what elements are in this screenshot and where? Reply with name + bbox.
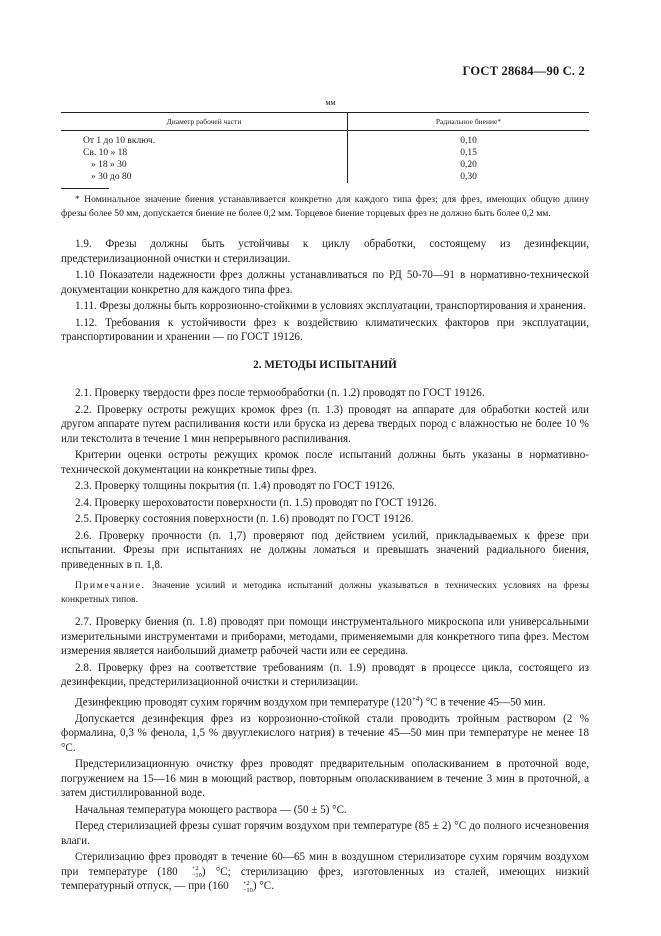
runout-cell: 0,30 bbox=[460, 172, 477, 182]
table-row bbox=[61, 147, 589, 159]
table-row bbox=[61, 131, 589, 148]
note bbox=[61, 579, 589, 607]
table-header-row bbox=[61, 113, 589, 131]
diameter-cell: » 18 » 30 bbox=[61, 159, 348, 171]
paragraph-1-11: 1.11. Фрезы должны быть коррозионно-стойкими в условиях эксплуатации, транспортирования и хранения. bbox=[75, 300, 586, 312]
paragraph-2-4: 2.4. Проверку шероховатости поверхности (п. 1.5) проводят по ГОСТ 19126. bbox=[75, 496, 437, 509]
paragraph-2-3: 2.3. Проверку толщины покрытия (п. 1.4) проводят по ГОСТ 19126. bbox=[75, 480, 395, 492]
paragraph-2-7: 2.7. Проверку биения (п. 1.8) проводят при помощи инструментального микроскопа или универсальными измерительными инструментами и приборами, методами, применяемыми для конкретного типа фрез. Местом измерения является наибольший диаметр рабочей части или ее середина. bbox=[61, 616, 589, 657]
tolerance-superscript: +4 bbox=[411, 694, 420, 703]
runout-cell: 0,10 bbox=[460, 136, 477, 146]
table-unit: мм bbox=[325, 98, 336, 107]
note-label: Примечание. bbox=[75, 580, 146, 591]
paragraph-2-8: 2.8. Проверку фрез на соответствие требованиям (п. 1.9) проводят в процессе цикла, состоящего из дезинфекции, предстерилизационной очистки и стерилизации. bbox=[61, 661, 589, 688]
paragraph-criteria: Критерии оценки остроты режущих кромок после испытаний должны быть указаны в нормативно-технической документации на конкретные типы фрез. bbox=[61, 449, 589, 476]
paragraph-precleaning: Предстерилизационную очистку фрез проводят предварительным ополаскиванием в проточной воде, погружением на 15—16 мин в моющий раствор, повторным ополаскиванием в течение 3 мин в проточной, а затем дистиллированной воде. bbox=[61, 758, 589, 800]
paragraph-sterilization: Стерилизацию фрез проводят в течение 60—65 мин в воздушном стерилизаторе сухим горячим воздухом при температуре (180 +2 −10 ) °С; стерилизацию фрез, изготовленных из сталей, имеющих низкий температурный отпуск, — при (160 +2 −10 ) °С. bbox=[61, 851, 589, 894]
diameter-cell: От 1 до 10 включ. bbox=[61, 131, 348, 148]
column-header-diameter: Диаметр рабочей части bbox=[61, 113, 348, 131]
table-row bbox=[61, 159, 589, 171]
paragraph-2-6: 2.6. Проверку прочности (п. 1,7) проверяют под действием усилий, прикладываемых к фрезе при испытании. Фрезы при испытаниях не должны ломаться и превышать значений радиального биения, приведенных в п. 1,8. bbox=[61, 529, 589, 571]
note-text: Значение усилий и методика испытаний должны указываться в технических условиях на фрезы конкретных типов. bbox=[61, 580, 589, 605]
footnote: * Номинальное значение биения устанавливается конкретно для каждого типа фрез; для фрез, имеющих общую длину фрезы более 50 мм, допускается биение не более 0,2 мм. Торцевое биение торцевых фрез не должно быть более 0,2 мм. bbox=[61, 194, 589, 219]
document-body bbox=[61, 237, 589, 896]
runout-cell: 0,20 bbox=[460, 160, 477, 170]
paragraph-solution: Допускается дезинфекция фрез из коррозионно-стойкой стали проводить тройным раствором (2 % формалина, 0,3 % фенола, 1,5 % двууглекислого натрия) в течение 45—50 мин при температуре не менее 18 °С. bbox=[61, 712, 589, 754]
paragraph-wash-temp: Начальная температура моющего раствора — (50 ± 5) °С. bbox=[75, 803, 347, 816]
diameter-cell: Св. 10 » 18 bbox=[61, 147, 348, 159]
paragraph-1-9: 1.9. Фрезы должны быть устойчивы к циклу обработки, состоящему из дезинфекции, предстерилизационной очистки и стерилизации. bbox=[61, 238, 589, 265]
page-header: ГОСТ 28684—90 С. 2 bbox=[462, 64, 585, 78]
footnote-divider bbox=[61, 188, 109, 189]
paragraph-1-10: 1.10 Показатели надежности фрез должны устанавливаться по РД 50-70—91 в нормативно-технической документации конкретно для каждого типа фрез. bbox=[61, 269, 589, 296]
column-header-runout: Радиальное биение* bbox=[348, 113, 590, 131]
section-title: 2. МЕТОДЫ ИСПЫТАНИЙ bbox=[253, 358, 397, 371]
paragraph-disinfection: Дезинфекцию проводят сухим горячим воздухом при температуре $(120^{+4})$ °С в течение 45—50 мин. bbox=[75, 694, 546, 709]
tolerance-stack-2: +2 −10 bbox=[242, 879, 253, 894]
paragraph-2-1: 2.1. Проверку твердости фрез после термообработки (п. 1.2) проводят по ГОСТ 19126. bbox=[75, 387, 485, 399]
tolerance-stack-1: +2 −10 bbox=[191, 865, 202, 880]
runout-table bbox=[61, 112, 589, 183]
paragraph-2-2: 2.2. Проверку остроты режущих кромок фрез (п. 1.3) проводят на аппарате для обработки костей или другом аппарате путем распиливания кости или бруска из дерева твердых пород с влажностью не более 10 % или текстолита в течение 1 мин непрерывного распиливания. bbox=[61, 403, 589, 445]
paragraph-drying: Перед стерилизацией фрезы сушат горячим воздухом при температуре (85 ± 2) °С до полного исчезновения влаги. bbox=[61, 820, 589, 847]
table-row bbox=[61, 171, 589, 183]
paragraph-1-12: 1.12. Требования к устойчивости фрез к воздействию климатических факторов при эксплуатации, транспортировании и хранении — по ГОСТ 19126. bbox=[61, 316, 589, 343]
runout-cell: 0,15 bbox=[460, 148, 477, 158]
paragraph-2-5: 2.5. Проверку состояния поверхности (п. 1.6) проводят по ГОСТ 19126. bbox=[75, 513, 414, 525]
diameter-cell: » 30 до 80 bbox=[61, 171, 348, 183]
